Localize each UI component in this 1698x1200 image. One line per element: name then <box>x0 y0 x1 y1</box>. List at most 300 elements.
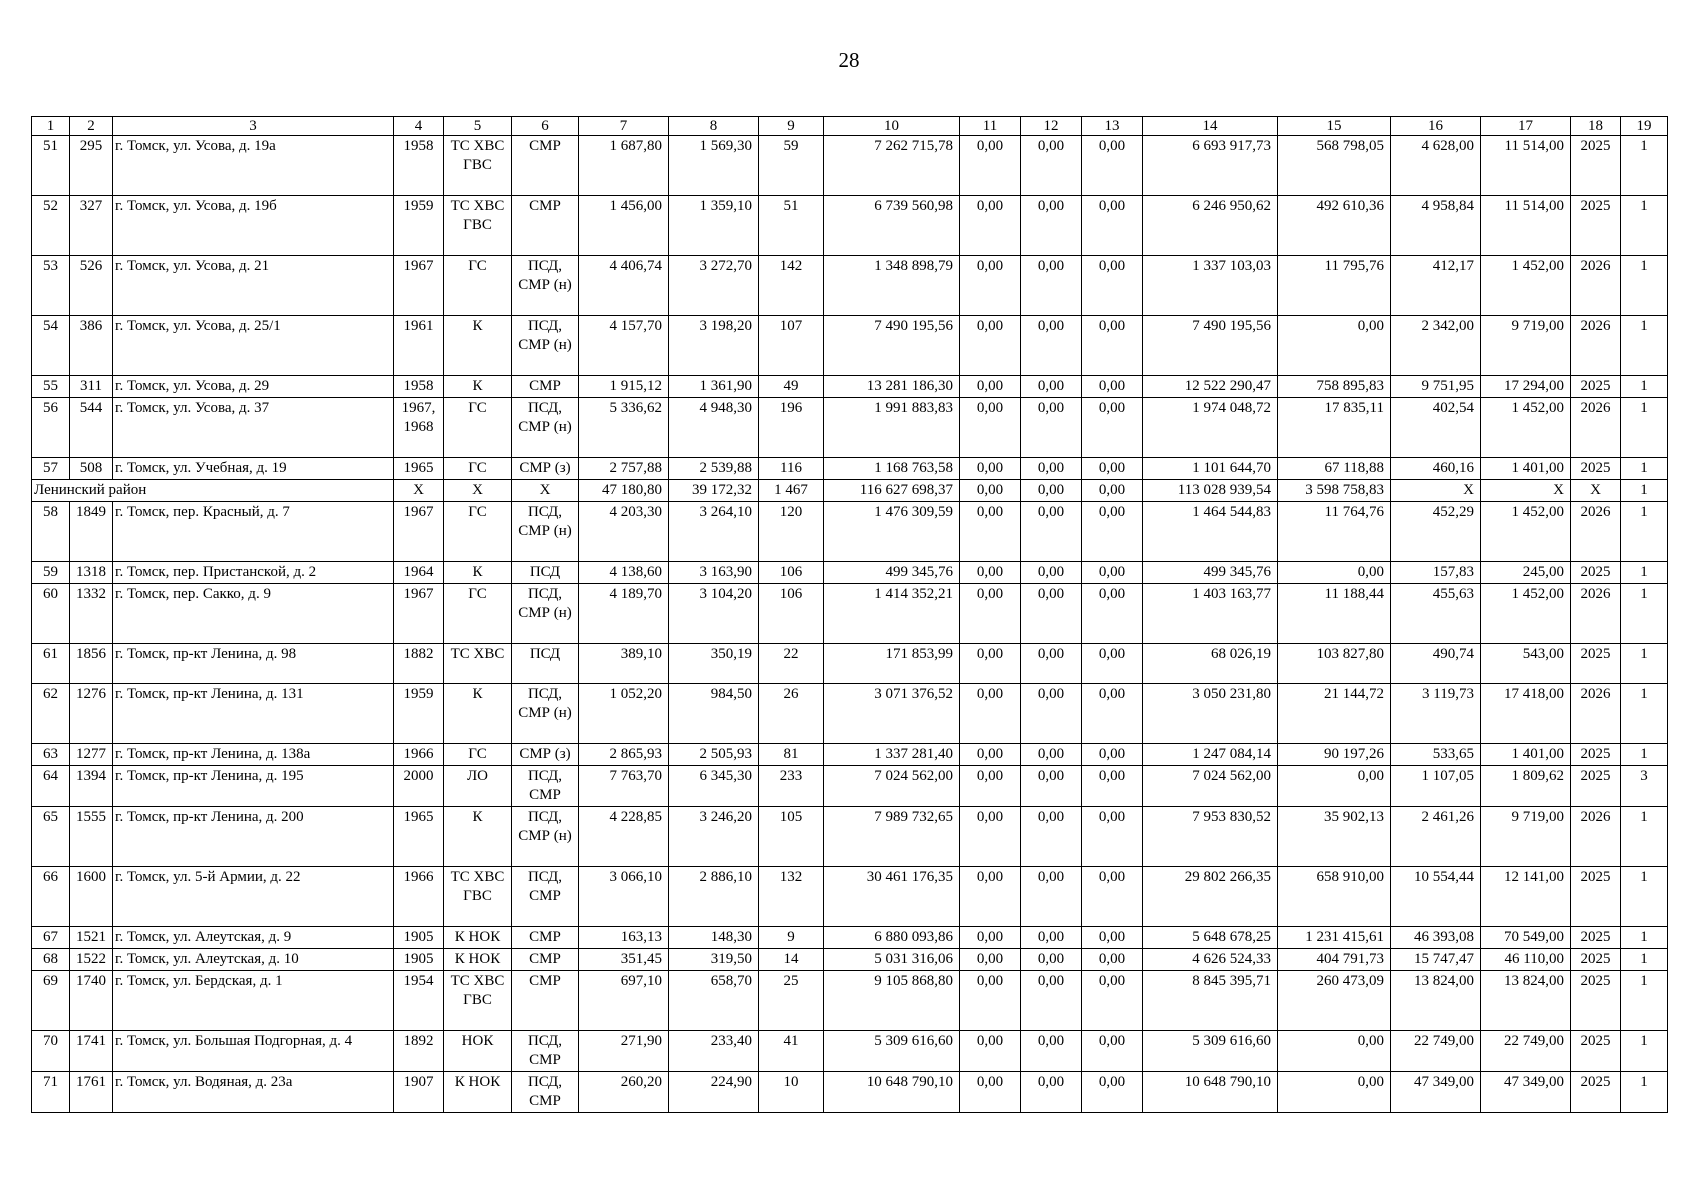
total-cost-cell: 5 031 316,06 <box>824 949 960 971</box>
plan-year-cell: 2026 <box>1571 256 1621 316</box>
cost-col-12-cell: 0,00 <box>1021 458 1082 480</box>
cost-col-13-cell: 0,00 <box>1082 136 1143 196</box>
system-types-cell: Х <box>444 480 512 502</box>
cost-col-13-cell: 0,00 <box>1082 584 1143 644</box>
cost-col-11-cell: 0,00 <box>960 562 1021 584</box>
max-unit-cost-cell: 9 719,00 <box>1481 316 1571 376</box>
residents-cell: 106 <box>759 584 824 644</box>
building-id-cell: 327 <box>70 196 113 256</box>
residents-cell: 107 <box>759 316 824 376</box>
table-row <box>32 644 1668 684</box>
address-cell: г. Томск, пер. Пристанской, д. 2 <box>113 562 394 584</box>
residents-cell: 105 <box>759 807 824 867</box>
year-built-cell: 1958 <box>394 136 444 196</box>
living-area-cell: 3 198,20 <box>669 316 759 376</box>
living-area-cell: 1 361,90 <box>669 376 759 398</box>
table-row <box>32 807 1668 867</box>
cost-col-12-cell: 0,00 <box>1021 949 1082 971</box>
plan-year-cell: 2026 <box>1571 398 1621 458</box>
cost-col-13-cell: 0,00 <box>1082 480 1143 502</box>
work-type-cell: СМР (з) <box>512 744 579 766</box>
year-built-cell: 1882 <box>394 644 444 684</box>
total-area-cell: 4 138,60 <box>579 562 669 584</box>
living-area-cell: 1 569,30 <box>669 136 759 196</box>
table-header <box>32 117 1668 136</box>
unit-cost-cell: 490,74 <box>1391 644 1481 684</box>
cost-col-15-cell: 658 910,00 <box>1278 867 1391 927</box>
row-number-cell: 58 <box>32 502 70 562</box>
table-row <box>32 684 1668 744</box>
unit-cost-cell: 10 554,44 <box>1391 867 1481 927</box>
total-area-cell: 4 228,85 <box>579 807 669 867</box>
cost-col-11-cell: 0,00 <box>960 867 1021 927</box>
residents-cell: 22 <box>759 644 824 684</box>
column-header: 10 <box>824 117 960 136</box>
table-row <box>32 502 1668 562</box>
row-number-cell: 65 <box>32 807 70 867</box>
building-id-cell: 1741 <box>70 1031 113 1072</box>
address-cell: г. Томск, пр-кт Ленина, д. 131 <box>113 684 394 744</box>
living-area-cell: 984,50 <box>669 684 759 744</box>
living-area-cell: 3 272,70 <box>669 256 759 316</box>
cost-col-12-cell: 0,00 <box>1021 971 1082 1031</box>
cost-col-11-cell: 0,00 <box>960 398 1021 458</box>
residents-cell: 106 <box>759 562 824 584</box>
total-cost-cell: 7 490 195,56 <box>824 316 960 376</box>
building-id-cell: 311 <box>70 376 113 398</box>
residents-cell: 9 <box>759 927 824 949</box>
max-unit-cost-cell: 9 719,00 <box>1481 807 1571 867</box>
address-cell: г. Томск, ул. Усова, д. 29 <box>113 376 394 398</box>
building-id-cell: 1555 <box>70 807 113 867</box>
row-number-cell: 71 <box>32 1072 70 1113</box>
year-built-cell: 1907 <box>394 1072 444 1113</box>
work-type-cell: ПСД <box>512 562 579 584</box>
building-id-cell: 1277 <box>70 744 113 766</box>
col-19-cell: 1 <box>1621 684 1668 744</box>
cost-col-13-cell: 0,00 <box>1082 562 1143 584</box>
address-cell: г. Томск, ул. Усова, д. 19а <box>113 136 394 196</box>
cost-col-14-cell: 8 845 395,71 <box>1143 971 1278 1031</box>
cost-col-11-cell: 0,00 <box>960 807 1021 867</box>
col-19-cell: 3 <box>1621 766 1668 807</box>
cost-col-11-cell: 0,00 <box>960 136 1021 196</box>
cost-col-12-cell: 0,00 <box>1021 196 1082 256</box>
total-cost-cell: 6 739 560,98 <box>824 196 960 256</box>
residents-cell: 81 <box>759 744 824 766</box>
row-number-cell: 61 <box>32 644 70 684</box>
cost-col-14-cell: 1 247 084,14 <box>1143 744 1278 766</box>
system-types-cell: К <box>444 316 512 376</box>
col-19-cell: 1 <box>1621 867 1668 927</box>
row-number-cell: 57 <box>32 458 70 480</box>
living-area-cell: 1 359,10 <box>669 196 759 256</box>
unit-cost-cell: 412,17 <box>1391 256 1481 316</box>
plan-year-cell: 2025 <box>1571 136 1621 196</box>
building-id-cell: 1318 <box>70 562 113 584</box>
max-unit-cost-cell: 1 452,00 <box>1481 256 1571 316</box>
max-unit-cost-cell: Х <box>1481 480 1571 502</box>
cost-col-13-cell: 0,00 <box>1082 1031 1143 1072</box>
unit-cost-cell: 2 342,00 <box>1391 316 1481 376</box>
col-19-cell: 1 <box>1621 376 1668 398</box>
table-row <box>32 316 1668 376</box>
cost-col-12-cell: 0,00 <box>1021 480 1082 502</box>
cost-col-11-cell: 0,00 <box>960 1072 1021 1113</box>
work-type-cell: ПСД, СМР (н) <box>512 584 579 644</box>
table-row <box>32 971 1668 1031</box>
col-19-cell: 1 <box>1621 480 1668 502</box>
unit-cost-cell: 157,83 <box>1391 562 1481 584</box>
total-cost-cell: 6 880 093,86 <box>824 927 960 949</box>
cost-col-11-cell: 0,00 <box>960 971 1021 1031</box>
max-unit-cost-cell: 1 452,00 <box>1481 584 1571 644</box>
building-id-cell: 1522 <box>70 949 113 971</box>
living-area-cell: 4 948,30 <box>669 398 759 458</box>
total-cost-cell: 7 024 562,00 <box>824 766 960 807</box>
residents-cell: 41 <box>759 1031 824 1072</box>
row-number-cell: 62 <box>32 684 70 744</box>
residents-cell: 132 <box>759 867 824 927</box>
unit-cost-cell: 4 628,00 <box>1391 136 1481 196</box>
max-unit-cost-cell: 543,00 <box>1481 644 1571 684</box>
total-cost-cell: 116 627 698,37 <box>824 480 960 502</box>
cost-col-11-cell: 0,00 <box>960 644 1021 684</box>
cost-col-12-cell: 0,00 <box>1021 807 1082 867</box>
column-header: 11 <box>960 117 1021 136</box>
work-type-cell: ПСД, СМР (н) <box>512 316 579 376</box>
unit-cost-cell: 2 461,26 <box>1391 807 1481 867</box>
work-type-cell: ПСД, СМР (н) <box>512 256 579 316</box>
residents-cell: 26 <box>759 684 824 744</box>
living-area-cell: 319,50 <box>669 949 759 971</box>
cost-col-15-cell: 17 835,11 <box>1278 398 1391 458</box>
table-row <box>32 196 1668 256</box>
col-19-cell: 1 <box>1621 256 1668 316</box>
max-unit-cost-cell: 11 514,00 <box>1481 136 1571 196</box>
max-unit-cost-cell: 70 549,00 <box>1481 927 1571 949</box>
residents-cell: 120 <box>759 502 824 562</box>
total-cost-cell: 1 168 763,58 <box>824 458 960 480</box>
work-type-cell: СМР <box>512 949 579 971</box>
plan-year-cell: 2026 <box>1571 502 1621 562</box>
unit-cost-cell: 47 349,00 <box>1391 1072 1481 1113</box>
unit-cost-cell: 13 824,00 <box>1391 971 1481 1031</box>
cost-col-12-cell: 0,00 <box>1021 644 1082 684</box>
row-number-cell: 60 <box>32 584 70 644</box>
system-types-cell: К <box>444 684 512 744</box>
living-area-cell: 224,90 <box>669 1072 759 1113</box>
year-built-cell: 1965 <box>394 458 444 480</box>
cost-col-14-cell: 1 101 644,70 <box>1143 458 1278 480</box>
column-header: 6 <box>512 117 579 136</box>
district-label: Ленинский район <box>32 480 394 502</box>
column-header: 18 <box>1571 117 1621 136</box>
total-area-cell: 3 066,10 <box>579 867 669 927</box>
plan-year-cell: 2025 <box>1571 1031 1621 1072</box>
col-19-cell: 1 <box>1621 316 1668 376</box>
total-area-cell: 2 757,88 <box>579 458 669 480</box>
row-number-cell: 67 <box>32 927 70 949</box>
plan-year-cell: 2025 <box>1571 562 1621 584</box>
building-id-cell: 1740 <box>70 971 113 1031</box>
total-cost-cell: 9 105 868,80 <box>824 971 960 1031</box>
max-unit-cost-cell: 22 749,00 <box>1481 1031 1571 1072</box>
address-cell: г. Томск, ул. Усова, д. 19б <box>113 196 394 256</box>
living-area-cell: 148,30 <box>669 927 759 949</box>
total-area-cell: 1 052,20 <box>579 684 669 744</box>
address-cell: г. Томск, ул. Учебная, д. 19 <box>113 458 394 480</box>
plan-year-cell: 2025 <box>1571 949 1621 971</box>
total-cost-cell: 1 414 352,21 <box>824 584 960 644</box>
total-area-cell: 389,10 <box>579 644 669 684</box>
cost-col-15-cell: 21 144,72 <box>1278 684 1391 744</box>
work-type-cell: СМР <box>512 136 579 196</box>
table-row <box>32 1031 1668 1072</box>
work-type-cell: ПСД, СМР <box>512 867 579 927</box>
col-19-cell: 1 <box>1621 458 1668 480</box>
unit-cost-cell: 15 747,47 <box>1391 949 1481 971</box>
cost-col-11-cell: 0,00 <box>960 256 1021 316</box>
building-id-cell: 1856 <box>70 644 113 684</box>
cost-col-14-cell: 10 648 790,10 <box>1143 1072 1278 1113</box>
row-number-cell: 56 <box>32 398 70 458</box>
system-types-cell: ГС <box>444 584 512 644</box>
column-header: 7 <box>579 117 669 136</box>
column-header: 17 <box>1481 117 1571 136</box>
col-19-cell: 1 <box>1621 971 1668 1031</box>
cost-col-14-cell: 6 246 950,62 <box>1143 196 1278 256</box>
table-row <box>32 376 1668 398</box>
cost-col-12-cell: 0,00 <box>1021 562 1082 584</box>
living-area-cell: 233,40 <box>669 1031 759 1072</box>
column-header: 12 <box>1021 117 1082 136</box>
living-area-cell: 2 886,10 <box>669 867 759 927</box>
building-id-cell: 1521 <box>70 927 113 949</box>
address-cell: г. Томск, ул. Усова, д. 21 <box>113 256 394 316</box>
table-row <box>32 867 1668 927</box>
cost-col-15-cell: 0,00 <box>1278 562 1391 584</box>
total-area-cell: 7 763,70 <box>579 766 669 807</box>
address-cell: г. Томск, пр-кт Ленина, д. 138а <box>113 744 394 766</box>
total-cost-cell: 5 309 616,60 <box>824 1031 960 1072</box>
cost-col-13-cell: 0,00 <box>1082 458 1143 480</box>
total-cost-cell: 7 989 732,65 <box>824 807 960 867</box>
residents-cell: 14 <box>759 949 824 971</box>
residents-cell: 1 467 <box>759 480 824 502</box>
max-unit-cost-cell: 13 824,00 <box>1481 971 1571 1031</box>
cost-col-13-cell: 0,00 <box>1082 744 1143 766</box>
row-number-cell: 54 <box>32 316 70 376</box>
cost-col-15-cell: 568 798,05 <box>1278 136 1391 196</box>
page-number: 28 <box>838 48 860 72</box>
row-number-cell: 59 <box>32 562 70 584</box>
system-types-cell: ТС ХВС ГВС <box>444 971 512 1031</box>
cost-col-12-cell: 0,00 <box>1021 867 1082 927</box>
building-id-cell: 526 <box>70 256 113 316</box>
total-cost-cell: 10 648 790,10 <box>824 1072 960 1113</box>
cost-col-15-cell: 90 197,26 <box>1278 744 1391 766</box>
residents-cell: 49 <box>759 376 824 398</box>
living-area-cell: 3 246,20 <box>669 807 759 867</box>
residents-cell: 142 <box>759 256 824 316</box>
total-area-cell: 260,20 <box>579 1072 669 1113</box>
cost-col-11-cell: 0,00 <box>960 480 1021 502</box>
cost-col-15-cell: 0,00 <box>1278 766 1391 807</box>
work-type-cell: ПСД <box>512 644 579 684</box>
max-unit-cost-cell: 1 452,00 <box>1481 398 1571 458</box>
total-area-cell: 697,10 <box>579 971 669 1031</box>
cost-col-11-cell: 0,00 <box>960 502 1021 562</box>
building-id-cell: 508 <box>70 458 113 480</box>
total-area-cell: 4 406,74 <box>579 256 669 316</box>
cost-col-11-cell: 0,00 <box>960 927 1021 949</box>
table-row <box>32 1072 1668 1113</box>
max-unit-cost-cell: 1 401,00 <box>1481 744 1571 766</box>
residents-cell: 25 <box>759 971 824 1031</box>
address-cell: г. Томск, ул. Большая Подгорная, д. 4 <box>113 1031 394 1072</box>
system-types-cell: ГС <box>444 398 512 458</box>
address-cell: г. Томск, пр-кт Ленина, д. 200 <box>113 807 394 867</box>
cost-col-15-cell: 404 791,73 <box>1278 949 1391 971</box>
unit-cost-cell: 533,65 <box>1391 744 1481 766</box>
cost-col-12-cell: 0,00 <box>1021 316 1082 376</box>
total-area-cell: 4 189,70 <box>579 584 669 644</box>
unit-cost-cell: Х <box>1391 480 1481 502</box>
year-built-cell: 1964 <box>394 562 444 584</box>
work-type-cell: Х <box>512 480 579 502</box>
total-cost-cell: 499 345,76 <box>824 562 960 584</box>
row-number-cell: 51 <box>32 136 70 196</box>
column-header: 5 <box>444 117 512 136</box>
col-19-cell: 1 <box>1621 502 1668 562</box>
building-id-cell: 1332 <box>70 584 113 644</box>
work-type-cell: СМР <box>512 927 579 949</box>
year-built-cell: 1967 <box>394 256 444 316</box>
cost-col-15-cell: 492 610,36 <box>1278 196 1391 256</box>
work-type-cell: ПСД, СМР (н) <box>512 684 579 744</box>
cost-col-13-cell: 0,00 <box>1082 971 1143 1031</box>
cost-col-13-cell: 0,00 <box>1082 256 1143 316</box>
cost-col-14-cell: 113 028 939,54 <box>1143 480 1278 502</box>
total-cost-cell: 13 281 186,30 <box>824 376 960 398</box>
total-cost-cell: 3 071 376,52 <box>824 684 960 744</box>
address-cell: г. Томск, пер. Сакко, д. 9 <box>113 584 394 644</box>
unit-cost-cell: 1 107,05 <box>1391 766 1481 807</box>
year-built-cell: 1965 <box>394 807 444 867</box>
cost-col-13-cell: 0,00 <box>1082 766 1143 807</box>
cost-col-13-cell: 0,00 <box>1082 376 1143 398</box>
cost-col-12-cell: 0,00 <box>1021 766 1082 807</box>
row-number-cell: 66 <box>32 867 70 927</box>
column-header: 4 <box>394 117 444 136</box>
total-area-cell: 4 157,70 <box>579 316 669 376</box>
col-19-cell: 1 <box>1621 136 1668 196</box>
plan-year-cell: 2025 <box>1571 927 1621 949</box>
cost-col-14-cell: 1 464 544,83 <box>1143 502 1278 562</box>
address-cell: г. Томск, ул. Усова, д. 37 <box>113 398 394 458</box>
max-unit-cost-cell: 11 514,00 <box>1481 196 1571 256</box>
cost-col-15-cell: 758 895,83 <box>1278 376 1391 398</box>
unit-cost-cell: 9 751,95 <box>1391 376 1481 398</box>
system-types-cell: ГС <box>444 458 512 480</box>
cost-col-14-cell: 7 953 830,52 <box>1143 807 1278 867</box>
work-type-cell: ПСД, СМР <box>512 766 579 807</box>
cost-col-14-cell: 499 345,76 <box>1143 562 1278 584</box>
unit-cost-cell: 455,63 <box>1391 584 1481 644</box>
system-types-cell: ЛО <box>444 766 512 807</box>
work-type-cell: ПСД, СМР (н) <box>512 398 579 458</box>
table-row <box>32 398 1668 458</box>
plan-year-cell: 2026 <box>1571 316 1621 376</box>
total-area-cell: 271,90 <box>579 1031 669 1072</box>
address-cell: г. Томск, ул. Водяная, д. 23а <box>113 1072 394 1113</box>
year-built-cell: 1905 <box>394 949 444 971</box>
cost-col-12-cell: 0,00 <box>1021 376 1082 398</box>
total-cost-cell: 1 337 281,40 <box>824 744 960 766</box>
cost-col-12-cell: 0,00 <box>1021 502 1082 562</box>
building-id-cell: 386 <box>70 316 113 376</box>
cost-col-15-cell: 0,00 <box>1278 316 1391 376</box>
cost-col-11-cell: 0,00 <box>960 196 1021 256</box>
col-19-cell: 1 <box>1621 807 1668 867</box>
year-built-cell: 1966 <box>394 867 444 927</box>
year-built-cell: 1966 <box>394 744 444 766</box>
plan-year-cell: 2025 <box>1571 971 1621 1031</box>
col-19-cell: 1 <box>1621 744 1668 766</box>
year-built-cell: 1959 <box>394 196 444 256</box>
total-cost-cell: 171 853,99 <box>824 644 960 684</box>
cost-col-15-cell: 35 902,13 <box>1278 807 1391 867</box>
max-unit-cost-cell: 47 349,00 <box>1481 1072 1571 1113</box>
year-built-cell: 1954 <box>394 971 444 1031</box>
cost-col-13-cell: 0,00 <box>1082 398 1143 458</box>
residents-cell: 51 <box>759 196 824 256</box>
column-header: 9 <box>759 117 824 136</box>
system-types-cell: ГС <box>444 502 512 562</box>
row-number-cell: 68 <box>32 949 70 971</box>
column-number-row <box>32 117 1668 136</box>
system-types-cell: ТС ХВС ГВС <box>444 867 512 927</box>
building-id-cell: 1849 <box>70 502 113 562</box>
system-types-cell: К НОК <box>444 927 512 949</box>
system-types-cell: ГС <box>444 744 512 766</box>
cost-col-12-cell: 0,00 <box>1021 256 1082 316</box>
col-19-cell: 1 <box>1621 398 1668 458</box>
max-unit-cost-cell: 46 110,00 <box>1481 949 1571 971</box>
cost-col-13-cell: 0,00 <box>1082 1072 1143 1113</box>
plan-year-cell: 2025 <box>1571 1072 1621 1113</box>
col-19-cell: 1 <box>1621 196 1668 256</box>
cost-col-11-cell: 0,00 <box>960 766 1021 807</box>
unit-cost-cell: 4 958,84 <box>1391 196 1481 256</box>
work-type-cell: СМР <box>512 971 579 1031</box>
cost-col-14-cell: 1 974 048,72 <box>1143 398 1278 458</box>
cost-col-15-cell: 103 827,80 <box>1278 644 1391 684</box>
living-area-cell: 2 505,93 <box>669 744 759 766</box>
total-area-cell: 4 203,30 <box>579 502 669 562</box>
living-area-cell: 3 104,20 <box>669 584 759 644</box>
total-area-cell: 351,45 <box>579 949 669 971</box>
residents-cell: 196 <box>759 398 824 458</box>
residents-cell: 59 <box>759 136 824 196</box>
row-number-cell: 63 <box>32 744 70 766</box>
row-number-cell: 53 <box>32 256 70 316</box>
year-built-cell: 1892 <box>394 1031 444 1072</box>
building-id-cell: 1276 <box>70 684 113 744</box>
column-header: 19 <box>1621 117 1668 136</box>
work-type-cell: ПСД, СМР (н) <box>512 807 579 867</box>
